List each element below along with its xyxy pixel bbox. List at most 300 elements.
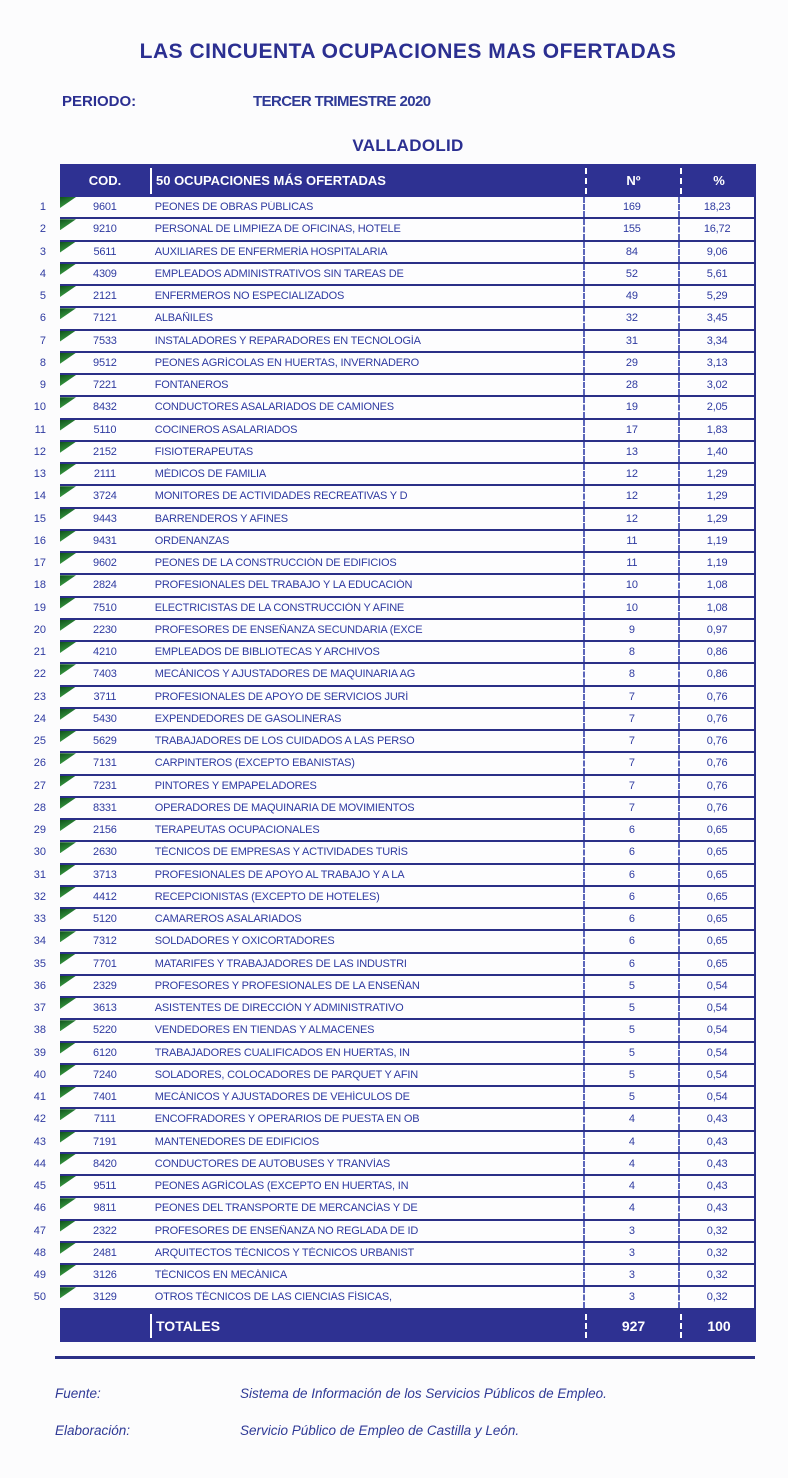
table-row <box>33 931 756 953</box>
row-rank: 18 <box>33 579 46 592</box>
row-rank: 49 <box>33 1269 46 1282</box>
offer-count: 49 <box>583 286 678 306</box>
occupation-code: 2329 <box>93 979 117 992</box>
offer-percent: 16,72 <box>678 219 754 239</box>
offer-percent: 3,45 <box>678 308 754 328</box>
row-rank: 15 <box>33 512 46 525</box>
offer-percent: 9,06 <box>678 242 754 262</box>
occupation-code: 2111 <box>93 468 116 481</box>
header-cod: COD. <box>88 173 122 188</box>
occupation-code: 7701 <box>93 957 117 970</box>
offer-percent: 1,83 <box>678 420 754 440</box>
occupation-name: PROFESORES Y PROFESIONALES DE LA ENSEÑAN <box>154 979 420 992</box>
occupation-name: MECÁNICOS Y AJUSTADORES DE MAQUINARIA AG <box>154 668 416 681</box>
occupation-name: CONDUCTORES DE AUTOBUSES Y TRANVÍAS <box>154 1157 391 1170</box>
table-header-row <box>60 164 756 197</box>
occupation-name: ENCOFRADORES Y OPERARIOS DE PUESTA EN OB <box>154 1113 420 1126</box>
row-rank: 26 <box>33 757 46 770</box>
occupation-name: TERAPEUTAS OCUPACIONALES <box>154 824 320 837</box>
offer-count: 6 <box>583 865 678 885</box>
occupation-code: 8420 <box>93 1157 117 1170</box>
offer-count: 7 <box>583 687 678 707</box>
occupation-name: CAMAREROS ASALARIADOS <box>154 913 302 926</box>
offer-percent: 0,32 <box>678 1243 754 1263</box>
page-title: LAS CINCUENTA OCUPACIONES MAS OFERTADAS <box>139 40 677 63</box>
occupation-name: PEONES DE LA CONSTRUCCIÓN DE EDIFICIOS <box>154 557 397 570</box>
occupation-code: 7240 <box>93 1068 117 1081</box>
offer-count: 52 <box>583 264 678 284</box>
offer-count: 31 <box>583 331 678 351</box>
occupation-name: TÉCNICOS DE EMPRESAS Y ACTIVIDADES TURÍS <box>154 846 408 859</box>
occupation-name: PERSONAL DE LIMPIEZA DE OFICINAS, HOTELE <box>154 223 401 236</box>
row-rank: 42 <box>33 1113 46 1126</box>
occupation-code: 3711 <box>93 690 117 703</box>
row-rank: 50 <box>33 1291 46 1304</box>
offer-percent: 0,65 <box>678 909 754 929</box>
offer-percent: 0,76 <box>678 753 754 773</box>
occupation-name: PROFESIONALES DEL TRABAJO Y LA EDUCACIÓN <box>154 579 413 592</box>
offer-count: 4 <box>583 1198 678 1218</box>
row-rank: 41 <box>33 1091 46 1104</box>
table-row <box>33 776 756 798</box>
occupation-name: ASISTENTES DE DIRECCIÓN Y ADMINISTRATIVO <box>154 1002 404 1015</box>
table-row <box>34 420 756 442</box>
occupation-code: 9602 <box>93 557 117 570</box>
offer-count: 5 <box>583 1087 678 1107</box>
offer-percent: 0,76 <box>678 731 754 751</box>
table-row <box>33 509 756 531</box>
table-row <box>33 397 756 419</box>
table-row <box>33 1132 756 1154</box>
table-row <box>39 242 756 264</box>
table-row <box>33 1020 756 1042</box>
occupation-name: FISIOTERAPEUTAS <box>154 445 253 458</box>
source-label: Fuente: <box>55 1386 101 1401</box>
occupation-code: 3613 <box>93 1002 117 1015</box>
row-rank: 32 <box>33 890 46 903</box>
occupation-code: 7221 <box>93 379 117 392</box>
totals-percent: 100 <box>680 1314 756 1338</box>
offer-count: 7 <box>583 709 678 729</box>
occupation-code: 5611 <box>93 245 117 258</box>
offer-percent: 1,29 <box>678 486 754 506</box>
table-row <box>33 1243 756 1265</box>
table-row <box>33 798 756 820</box>
occupation-code: 5430 <box>93 712 117 725</box>
offer-count: 11 <box>583 553 678 573</box>
table-row <box>33 1065 756 1087</box>
offer-count: 4 <box>583 1154 678 1174</box>
row-rank: 9 <box>39 379 46 392</box>
offer-count: 5 <box>583 1020 678 1040</box>
table-row <box>39 308 756 330</box>
row-rank: 48 <box>33 1246 46 1259</box>
row-rank: 6 <box>39 312 46 325</box>
occupation-name: CARPINTEROS (EXCEPTO EBANISTAS) <box>154 757 355 770</box>
occupation-code: 9512 <box>93 356 117 369</box>
occupation-code: 2824 <box>93 579 117 592</box>
offer-count: 6 <box>583 954 678 974</box>
region-title: VALLADOLID <box>352 136 464 155</box>
offer-percent: 0,32 <box>678 1287 754 1307</box>
occupation-code: 7533 <box>93 334 117 347</box>
offer-percent: 1,08 <box>678 575 754 595</box>
table-row <box>33 598 756 620</box>
row-rank: 22 <box>33 668 46 681</box>
offer-count: 7 <box>583 776 678 796</box>
table-row <box>33 1154 756 1176</box>
row-rank: 20 <box>33 623 46 636</box>
occupation-code: 9811 <box>93 1202 117 1215</box>
occupation-code: 5220 <box>93 1024 117 1037</box>
occupation-code: 4412 <box>93 890 117 903</box>
row-rank: 43 <box>33 1135 46 1148</box>
occupations-table <box>33 164 756 1342</box>
table-row <box>33 1109 756 1131</box>
offer-percent: 0,32 <box>678 1221 754 1241</box>
occupation-name: PINTORES Y EMPAPELADORES <box>154 779 317 792</box>
row-rank: 23 <box>33 690 46 703</box>
row-rank: 47 <box>33 1224 46 1237</box>
occupation-name: TRABAJADORES CUALIFICADOS EN HUERTAS, IN <box>154 1046 410 1059</box>
offer-count: 4 <box>583 1132 678 1152</box>
row-rank: 38 <box>33 1024 46 1037</box>
totals-count: 927 <box>585 1314 680 1338</box>
offer-percent: 1,19 <box>678 553 754 573</box>
row-rank: 16 <box>33 534 46 547</box>
offer-percent: 0,86 <box>678 642 754 662</box>
totals-label: TOTALES <box>150 1314 585 1338</box>
occupation-code: 3126 <box>93 1269 117 1282</box>
offer-percent: 0,65 <box>678 865 754 885</box>
occupation-name: AUXILIARES DE ENFERMERÍA HOSPITALARIA <box>154 245 388 258</box>
table-row <box>39 375 756 397</box>
table-row <box>33 753 756 775</box>
offer-count: 13 <box>583 442 678 462</box>
occupation-code: 7131 <box>93 757 117 770</box>
table-row <box>33 976 756 998</box>
occupation-name: PROFESORES DE ENSEÑANZA SECUNDARIA (EXCE <box>154 623 423 636</box>
table-row <box>33 887 756 909</box>
occupation-name: RECEPCIONISTAS (EXCEPTO DE HOTELES) <box>154 890 380 903</box>
occupation-code: 2121 <box>93 290 117 303</box>
row-rank: 25 <box>33 735 46 748</box>
offer-percent: 0,54 <box>678 1065 754 1085</box>
offer-count: 8 <box>583 642 678 662</box>
occupation-name: OTROS TÉCNICOS DE LAS CIENCIAS FÍSICAS, <box>154 1291 392 1304</box>
offer-percent: 0,54 <box>678 1043 754 1063</box>
table-row <box>33 954 756 976</box>
offer-count: 155 <box>583 219 678 239</box>
table-row <box>33 486 756 508</box>
offer-count: 28 <box>583 375 678 395</box>
row-rank: 39 <box>33 1046 46 1059</box>
occupation-name: EMPLEADOS ADMINISTRATIVOS SIN TAREAS DE <box>154 267 404 280</box>
offer-percent: 0,76 <box>678 709 754 729</box>
offer-percent: 3,34 <box>678 331 754 351</box>
offer-percent: 0,54 <box>678 1020 754 1040</box>
table-row <box>33 1265 756 1287</box>
occupation-name: EMPLEADOS DE BIBLIOTECAS Y ARCHIVOS <box>154 646 380 659</box>
offer-count: 7 <box>583 753 678 773</box>
offer-percent: 0,43 <box>678 1109 754 1129</box>
offer-percent: 0,86 <box>678 664 754 684</box>
table-row <box>33 531 756 553</box>
offer-count: 3 <box>583 1265 678 1285</box>
offer-count: 10 <box>583 598 678 618</box>
row-rank: 30 <box>33 846 46 859</box>
offer-percent: 1,29 <box>678 509 754 529</box>
offer-count: 12 <box>583 464 678 484</box>
table-row <box>33 820 756 842</box>
occupation-code: 2156 <box>93 824 117 837</box>
header-count: Nº <box>585 168 680 194</box>
table-row <box>33 687 756 709</box>
occupation-code: 7312 <box>93 935 117 948</box>
row-rank: 7 <box>39 334 46 347</box>
occupation-code: 7111 <box>93 1113 116 1126</box>
table-row <box>39 331 756 353</box>
offer-percent: 18,23 <box>678 197 754 217</box>
row-rank: 40 <box>33 1068 46 1081</box>
row-rank: 34 <box>33 935 46 948</box>
occupation-code: 7510 <box>93 601 117 614</box>
row-rank: 33 <box>33 913 46 926</box>
table-row <box>33 842 756 864</box>
offer-count: 3 <box>583 1287 678 1307</box>
occupation-code: 7231 <box>93 779 117 792</box>
occupation-name: PROFESIONALES DE APOYO DE SERVICIOS JURÍ <box>154 690 409 703</box>
occupation-name: MÉDICOS DE FAMILIA <box>154 468 267 481</box>
offer-percent: 0,65 <box>678 954 754 974</box>
table-row <box>39 197 756 219</box>
table-row <box>33 553 756 575</box>
occupation-code: 9511 <box>93 1180 117 1193</box>
offer-count: 6 <box>583 887 678 907</box>
offer-percent: 0,43 <box>678 1132 754 1152</box>
occupation-name: MECÁNICOS Y AJUSTADORES DE VEHÍCULOS DE <box>154 1091 410 1104</box>
table-row <box>39 353 756 375</box>
offer-percent: 1,19 <box>678 531 754 551</box>
table-row <box>33 642 756 664</box>
offer-percent: 0,43 <box>678 1154 754 1174</box>
offer-percent: 3,13 <box>678 353 754 373</box>
row-rank: 1 <box>39 201 46 214</box>
offer-percent: 3,02 <box>678 375 754 395</box>
occupation-code: 5110 <box>93 423 117 436</box>
offer-count: 5 <box>583 998 678 1018</box>
header-occupation: 50 OCUPACIONES MÁS OFERTADAS <box>150 168 585 194</box>
table-row <box>33 664 756 686</box>
occupation-code: 8432 <box>93 401 117 414</box>
row-rank: 10 <box>33 401 46 414</box>
row-rank: 44 <box>33 1157 46 1170</box>
occupation-code: 8331 <box>93 801 117 814</box>
offer-count: 12 <box>583 486 678 506</box>
occupation-name: TRABAJADORES DE LOS CUIDADOS A LAS PERSO <box>154 735 415 748</box>
row-rank: 45 <box>33 1180 46 1193</box>
row-rank: 8 <box>39 356 46 369</box>
table-row <box>33 442 756 464</box>
header-percent: % <box>680 168 756 194</box>
offer-count: 5 <box>583 1065 678 1085</box>
offer-percent: 0,54 <box>678 1087 754 1107</box>
table-body <box>33 197 756 1310</box>
offer-percent: 1,29 <box>678 464 754 484</box>
offer-percent: 0,76 <box>678 776 754 796</box>
offer-count: 84 <box>583 242 678 262</box>
row-rank: 37 <box>33 1002 46 1015</box>
elaboration-value: Servicio Público de Empleo de Castilla y León. <box>240 1423 520 1438</box>
occupation-name: TÉCNICOS EN MECÁNICA <box>154 1269 288 1282</box>
row-rank: 2 <box>39 223 46 236</box>
row-rank: 11 <box>34 423 46 436</box>
offer-count: 7 <box>583 731 678 751</box>
row-rank: 46 <box>33 1202 46 1215</box>
offer-count: 32 <box>583 308 678 328</box>
occupation-code: 7191 <box>93 1135 117 1148</box>
table-row <box>33 998 756 1020</box>
table-row <box>33 1043 756 1065</box>
offer-percent: 0,76 <box>678 687 754 707</box>
offer-count: 29 <box>583 353 678 373</box>
occupation-code: 6120 <box>93 1046 117 1059</box>
footer-divider <box>55 1356 755 1359</box>
occupation-code: 2630 <box>93 846 117 859</box>
table-row <box>39 264 756 286</box>
offer-count: 8 <box>583 664 678 684</box>
offer-percent: 0,43 <box>678 1176 754 1196</box>
occupation-code: 9210 <box>93 223 117 236</box>
row-rank: 3 <box>39 245 46 258</box>
offer-percent: 5,61 <box>678 264 754 284</box>
row-rank: 12 <box>33 445 46 458</box>
table-row <box>33 909 756 931</box>
row-rank: 36 <box>33 979 46 992</box>
occupation-name: PEONES AGRÍCOLAS (EXCEPTO EN HUERTAS, IN <box>154 1180 409 1193</box>
occupation-name: PROFESIONALES DE APOYO AL TRABAJO Y A LA <box>154 868 405 881</box>
occupation-name: INSTALADORES Y REPARADORES EN TECNOLOGÍA <box>154 334 421 347</box>
offer-count: 4 <box>583 1109 678 1129</box>
period-label: PERIODO: <box>62 93 137 110</box>
occupation-code: 4210 <box>93 646 117 659</box>
offer-count: 7 <box>583 798 678 818</box>
table-row <box>33 1087 756 1109</box>
offer-percent: 0,54 <box>678 998 754 1018</box>
table-row <box>33 575 756 597</box>
offer-percent: 2,05 <box>678 397 754 417</box>
occupation-code: 2481 <box>93 1246 117 1259</box>
row-rank: 24 <box>33 712 46 725</box>
table-row <box>39 219 756 241</box>
table-row <box>33 1176 756 1198</box>
offer-count: 11 <box>583 531 678 551</box>
occupation-name: ENFERMEROS NO ESPECIALIZADOS <box>154 290 345 303</box>
row-rank: 21 <box>33 646 46 659</box>
source-value: Sistema de Información de los Servicios Públicos de Empleo. <box>240 1386 607 1401</box>
occupation-code: 7401 <box>93 1091 117 1104</box>
occupation-name: ELECTRICISTAS DE LA CONSTRUCCIÓN Y AFINE <box>154 601 405 614</box>
offer-percent: 0,65 <box>678 820 754 840</box>
offer-count: 6 <box>583 931 678 951</box>
occupation-code: 3724 <box>93 490 117 503</box>
occupation-name: CONDUCTORES ASALARIADOS DE CAMIONES <box>154 401 394 414</box>
offer-percent: 1,40 <box>678 442 754 462</box>
offer-percent: 0,76 <box>678 798 754 818</box>
offer-percent: 5,29 <box>678 286 754 306</box>
row-rank: 35 <box>33 957 46 970</box>
occupation-name: SOLDADORES Y OXICORTADORES <box>154 935 335 948</box>
offer-percent: 0,65 <box>678 842 754 862</box>
offer-percent: 0,65 <box>678 887 754 907</box>
occupation-name: PEONES AGRÍCOLAS EN HUERTAS, INVERNADERO <box>154 356 419 369</box>
occupation-name: ARQUITECTOS TÉCNICOS Y TÉCNICOS URBANIST <box>154 1246 415 1259</box>
offer-count: 6 <box>583 842 678 862</box>
occupation-name: COCINEROS ASALARIADOS <box>154 423 298 436</box>
occupation-name: SOLADORES, COLOCADORES DE PARQUET Y AFIN <box>154 1068 418 1081</box>
offer-count: 17 <box>583 420 678 440</box>
occupation-code: 9431 <box>93 534 117 547</box>
row-rank: 19 <box>33 601 46 614</box>
occupation-name: MONITORES DE ACTIVIDADES RECREATIVAS Y D <box>154 490 408 503</box>
row-rank: 28 <box>33 801 46 814</box>
offer-count: 10 <box>583 575 678 595</box>
row-rank: 31 <box>33 868 46 881</box>
occupation-name: ORDENANZAS <box>154 534 230 547</box>
table-row <box>33 865 756 887</box>
occupation-code: 2322 <box>93 1224 117 1237</box>
row-rank: 13 <box>33 468 46 481</box>
table-row <box>33 709 756 731</box>
occupation-code: 5120 <box>93 913 117 926</box>
row-rank: 14 <box>33 490 46 503</box>
occupation-name: PEONES DE OBRAS PÚBLICAS <box>154 201 314 214</box>
offer-count: 6 <box>583 909 678 929</box>
occupation-code: 3129 <box>93 1291 117 1304</box>
occupation-name: MANTENEDORES DE EDIFICIOS <box>154 1135 320 1148</box>
occupation-name: PROFESORES DE ENSEÑANZA NO REGLADA DE ID <box>154 1224 419 1237</box>
offer-percent: 0,54 <box>678 976 754 996</box>
elaboration-label: Elaboración: <box>55 1423 131 1438</box>
table-row <box>33 464 756 486</box>
table-row <box>33 1287 756 1309</box>
offer-count: 3 <box>583 1243 678 1263</box>
occupation-code: 9443 <box>93 512 117 525</box>
table-row <box>39 286 756 308</box>
offer-count: 3 <box>583 1221 678 1241</box>
offer-count: 19 <box>583 397 678 417</box>
offer-count: 9 <box>583 620 678 640</box>
occupation-name: OPERADORES DE MAQUINARIA DE MOVIMIENTOS <box>154 801 415 814</box>
occupation-code: 4309 <box>93 267 117 280</box>
occupation-code: 5629 <box>93 735 117 748</box>
offer-count: 6 <box>583 820 678 840</box>
offer-percent: 0,97 <box>678 620 754 640</box>
offer-percent: 1,08 <box>678 598 754 618</box>
offer-count: 4 <box>583 1176 678 1196</box>
offer-count: 169 <box>583 197 678 217</box>
occupation-name: PEONES DEL TRANSPORTE DE MERCANCÍAS Y DE <box>154 1202 418 1215</box>
occupation-code: 2230 <box>93 623 117 636</box>
offer-count: 5 <box>583 976 678 996</box>
occupation-name: BARRENDEROS Y AFINES <box>154 512 288 525</box>
occupation-code: 3713 <box>93 868 117 881</box>
row-rank: 4 <box>39 267 46 280</box>
occupation-name: FONTANEROS <box>154 379 229 392</box>
offer-percent: 0,32 <box>678 1265 754 1285</box>
offer-count: 5 <box>583 1043 678 1063</box>
offer-percent: 0,65 <box>678 931 754 951</box>
